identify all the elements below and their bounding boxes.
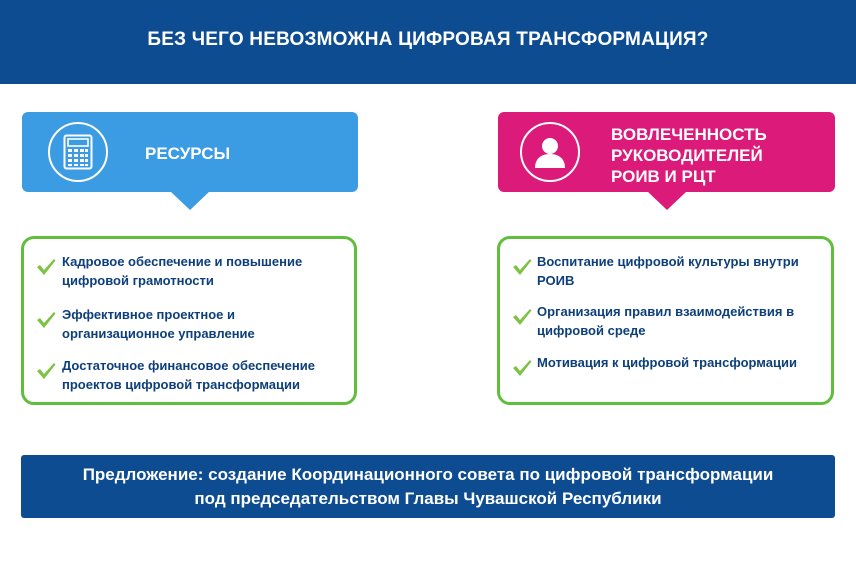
engagement-header-label: ВОВЛЕЧЕННОСТЬ РУКОВОДИТЕЛЕЙ РОИВ И РЦТ bbox=[611, 125, 767, 186]
resources-header-pointer bbox=[170, 191, 210, 210]
person-icon bbox=[520, 122, 580, 182]
list-item-text: Организация правил взаимодействия в цифровой среде bbox=[537, 304, 795, 338]
resources-header-label: РЕСУРСЫ bbox=[145, 144, 231, 163]
title-bar bbox=[0, 0, 856, 84]
check-icon bbox=[512, 359, 532, 377]
resources-list bbox=[21, 236, 357, 405]
engagement-header-pointer bbox=[647, 191, 687, 210]
engagement-list bbox=[497, 236, 834, 405]
engagement-header bbox=[498, 112, 835, 192]
check-icon bbox=[36, 311, 56, 329]
check-icon bbox=[512, 308, 532, 326]
list-item-text: Воспитание цифровой культуры внутри РОИВ bbox=[537, 254, 799, 288]
check-icon bbox=[36, 258, 56, 276]
list-item-text: Эффективное проектное и организационное управление bbox=[62, 307, 255, 341]
proposal-banner bbox=[21, 455, 835, 518]
list-item-text: Мотивация к цифровой трансформации bbox=[537, 355, 797, 370]
calculator-icon bbox=[48, 122, 108, 182]
proposal-line: Предложение: создание Координационного совета по цифровой трансформации bbox=[82, 464, 774, 484]
list-item-text: Достаточное финансовое обеспечение проектов цифровой трансформации bbox=[62, 358, 315, 392]
proposal-line: под председательством Главы Чувашской Республики bbox=[194, 488, 662, 508]
list-item-text: Кадровое обеспечение и повышение цифровой грамотности bbox=[62, 254, 303, 288]
page-title: БЕЗ ЧЕГО НЕВОЗМОЖНА ЦИФРОВАЯ ТРАНСФОРМАЦИЯ? bbox=[147, 29, 709, 50]
check-icon bbox=[36, 362, 56, 380]
resources-header bbox=[22, 112, 358, 192]
check-icon bbox=[512, 258, 532, 276]
